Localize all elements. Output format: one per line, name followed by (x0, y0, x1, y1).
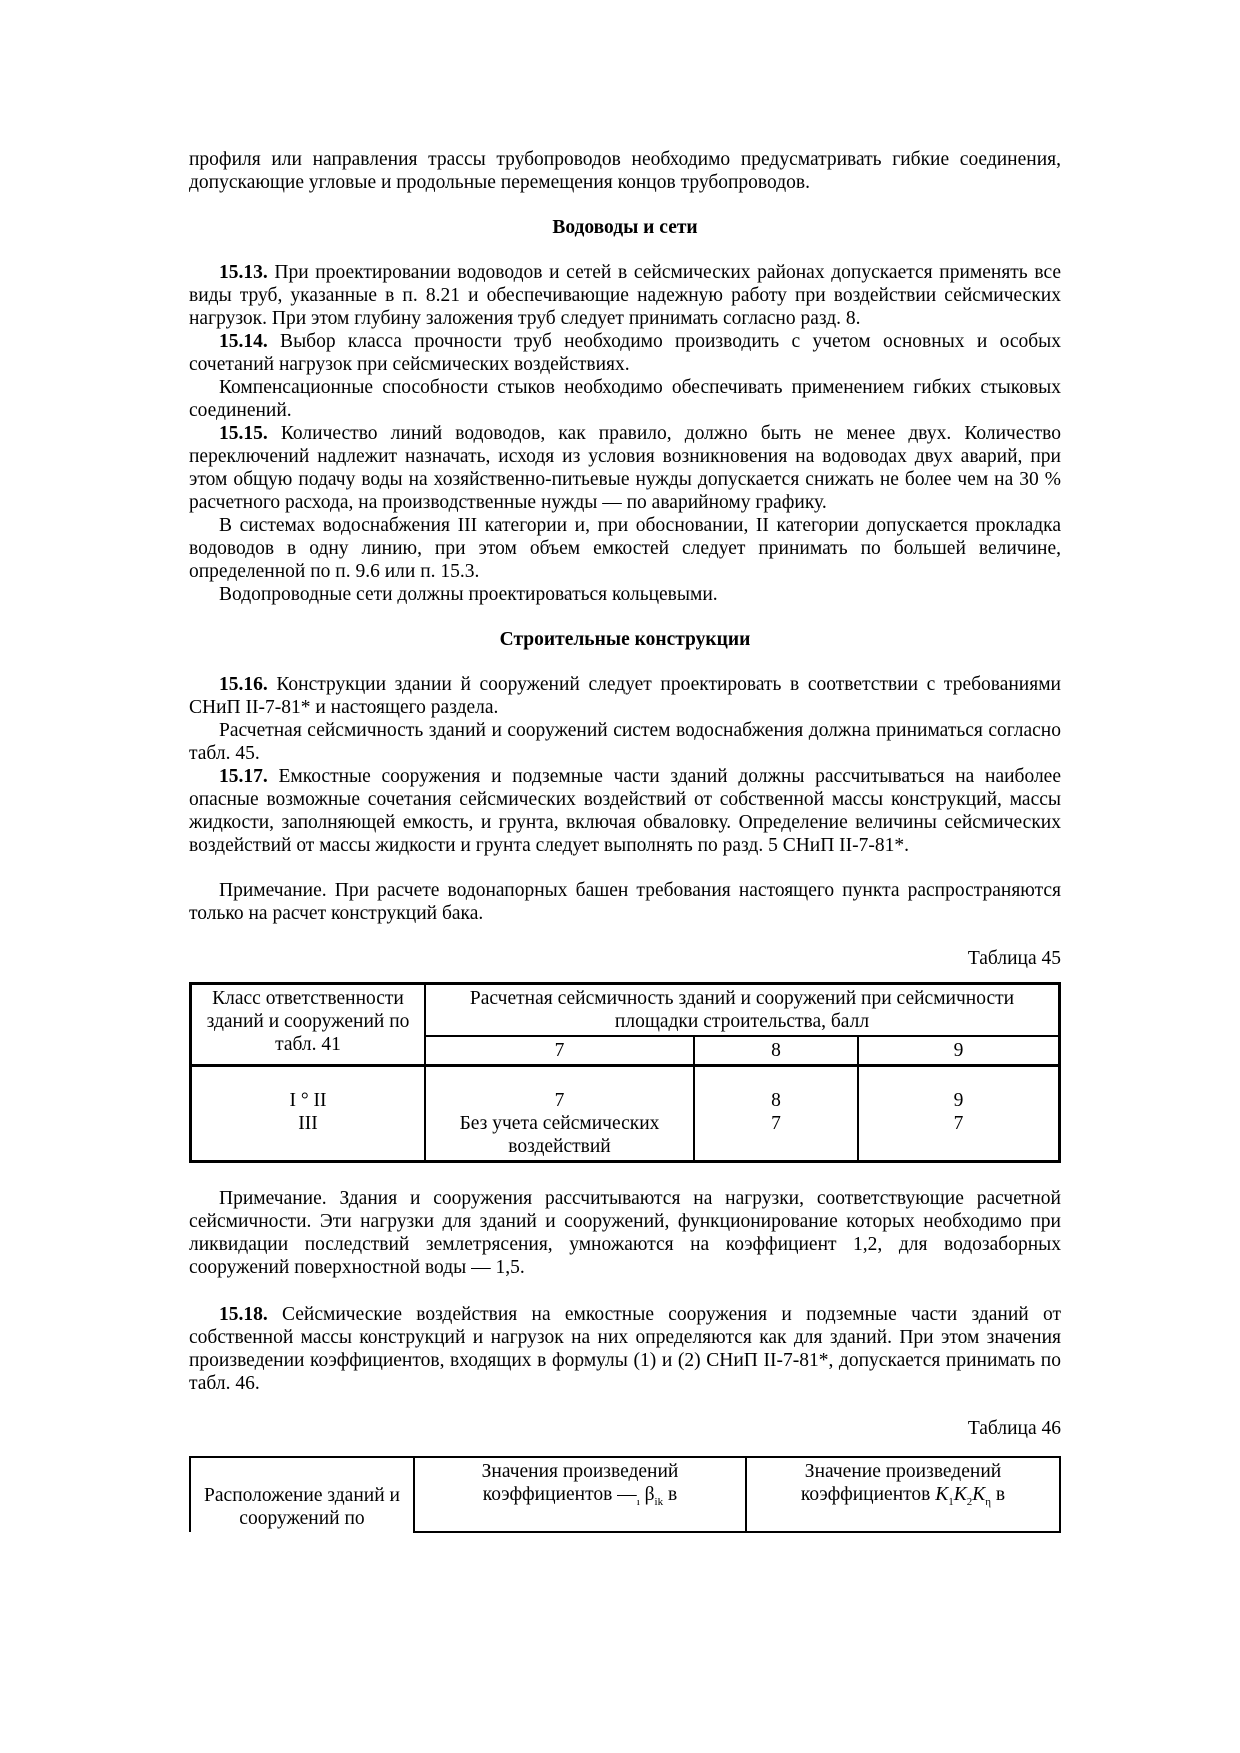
cell-value: I ° II (289, 1090, 327, 1111)
cell-value: 9 (953, 1090, 964, 1111)
document-page (189, 148, 1061, 1533)
header-line: Значение произведений (804, 1461, 1002, 1482)
cell-value: Без учета сейсмических воздействий (459, 1113, 660, 1157)
paragraph: Водопроводные сети должны проектироваться кольцевыми. (219, 584, 718, 605)
cell-value: 7 (953, 1113, 964, 1134)
paragraph: Расчетная сейсмичность зданий и сооружений систем водоснабжения должна приниматься согласно табл. 45. (189, 720, 1061, 764)
table-header-coeff-product (414, 1457, 746, 1532)
header-subscript: ik (654, 1495, 664, 1508)
paragraph-15-14 (189, 330, 1061, 376)
table-caption: Таблица 46 (967, 1418, 1061, 1439)
table-header-8: 8 (694, 1036, 858, 1066)
cell-value: 7 (554, 1090, 565, 1111)
header-symbol: K (972, 1484, 986, 1505)
header-line: Значения произведений (481, 1461, 679, 1482)
clause-number: 15.15. (219, 423, 268, 444)
table-cell (858, 1066, 1060, 1162)
header-subscript: ı (636, 1495, 640, 1508)
cell-value: 8 (771, 1090, 781, 1111)
table-header-location: Расположение зданий и сооружений по (190, 1457, 414, 1532)
table-header-9: 9 (858, 1036, 1060, 1066)
paragraph-15-18 (189, 1303, 1061, 1395)
clause-number: 15.17. (219, 766, 268, 787)
header-text: β (639, 1484, 655, 1505)
header-symbol: K (953, 1484, 967, 1505)
table-header-7: 7 (425, 1036, 694, 1066)
note: Примечание. Здания и сооружения рассчитываются на нагрузки, соответствующие расчетной сейсмичности. Эти нагрузки для зданий и сооружений, функционирование которых необходимо при ликвидации последствий землетрясения, умножаются на коэффициент 1,2, для водозаборных сооружений поверхностной воды — 1,5. (189, 1188, 1061, 1278)
header-text: в (991, 1484, 1006, 1505)
header-symbol: K (935, 1484, 949, 1505)
table-cell (191, 1066, 426, 1162)
paragraph-15-16 (189, 673, 1061, 719)
header-subscript: 1 (948, 1495, 954, 1508)
header-line (753, 1483, 1053, 1514)
note: Примечание. При расчете водонапорных башен требования настоящего пункта распространяются только на расчет конструкций бака. (189, 880, 1061, 924)
cell-value: 7 (771, 1113, 781, 1134)
header-text: коэффициентов — (482, 1484, 637, 1505)
paragraph-text: Конструкции здании й сооружений следует проектировать в соответствии с требованиями СНиП II-7-81* и настоящего раздела. (189, 674, 1061, 718)
header-subscript: η (985, 1495, 992, 1508)
paragraph-text: Емкостные сооружения и подземные части зданий должны рассчитываться на наиболее опасные возможные сочетания сейсмических воздействий от собственной массы конструкций, массы жидкости, заполняющей емкость, и грунта, включая обваловку. Определение величины сейсмических воздействий от массы жидкости и грунта следует выполнять по разд. 5 СНиП II-7-81*. (189, 766, 1061, 856)
table-45 (189, 982, 1061, 1163)
clause-number: 15.13. (219, 262, 268, 283)
paragraph-text: При проектировании водоводов и сетей в сейсмических районах допускается применять все виды труб, указанные в п. 8.21 и обеспечивающие надежную работу при воздействии сейсмических нагрузок. При этом глубину заложения труб следует принимать согласно разд. 8. (189, 262, 1061, 329)
section-heading: Строительные конструкции (499, 629, 751, 650)
paragraph-15-17 (189, 765, 1061, 857)
paragraph: профиля или направления трассы трубопроводов необходимо предусматривать гибкие соединения, допускающие угловые и продольные перемещения концов трубопроводов. (189, 149, 1061, 193)
paragraph-text: Выбор класса прочности труб необходимо производить с учетом основных и особых сочетаний нагрузок при сейсмических воздействиях. (189, 331, 1061, 375)
paragraph-15-15 (189, 422, 1061, 514)
header-text: в (663, 1484, 678, 1505)
section-heading: Водоводы и сети (552, 217, 698, 238)
paragraph: В системах водоснабжения III категории и, при обосновании, II категории допускается прокладка водоводов в одну линию, при этом объем емкостей следует принимать по большей величине, определенной по п. 9.6 или п. 15.3. (189, 515, 1061, 582)
table-cell (694, 1066, 858, 1162)
table-46 (189, 1456, 1061, 1533)
clause-number: 15.14. (219, 331, 268, 352)
paragraph-15-13 (189, 261, 1061, 330)
table-header-k-product (746, 1457, 1060, 1532)
header-subscript: 2 (966, 1495, 973, 1508)
paragraph-text: Сейсмические воздействия на емкостные сооружения и подземные части зданий от собственной массы конструкций и нагрузок на них определяются как для зданий. При этом значения произведении коэффициентов, входящих в формулы (1) и (2) СНиП II-7-81*, допускается принимать по табл. 46. (189, 1304, 1061, 1394)
table-header-class: Класс ответственности зданий и сооружений по табл. 41 (191, 984, 426, 1066)
clause-number: 15.16. (219, 674, 268, 695)
header-text: коэффициентов (800, 1484, 936, 1505)
cell-value: III (298, 1113, 318, 1134)
header-line (421, 1483, 739, 1514)
clause-number: 15.18. (219, 1304, 268, 1325)
table-caption: Таблица 45 (967, 948, 1061, 969)
paragraph: Компенсационные способности стыков необходимо обеспечивать применением гибких стыковых соединений. (189, 377, 1061, 421)
table-cell (425, 1066, 694, 1162)
paragraph-text: Количество линий водоводов, как правило, должно быть не менее двух. Количество переключений надлежит назначать, исходя из условия возникновения на водоводах двух аварий, при этом общую подачу воды на хозяйственно-питьевые нужды допускается снижать не более чем на 30 % расчетного расхода, на производственные нужды — по аварийному графику. (189, 423, 1061, 513)
table-header-calc: Расчетная сейсмичность зданий и сооружений при сейсмичности площадки строительства, балл (425, 984, 1060, 1037)
